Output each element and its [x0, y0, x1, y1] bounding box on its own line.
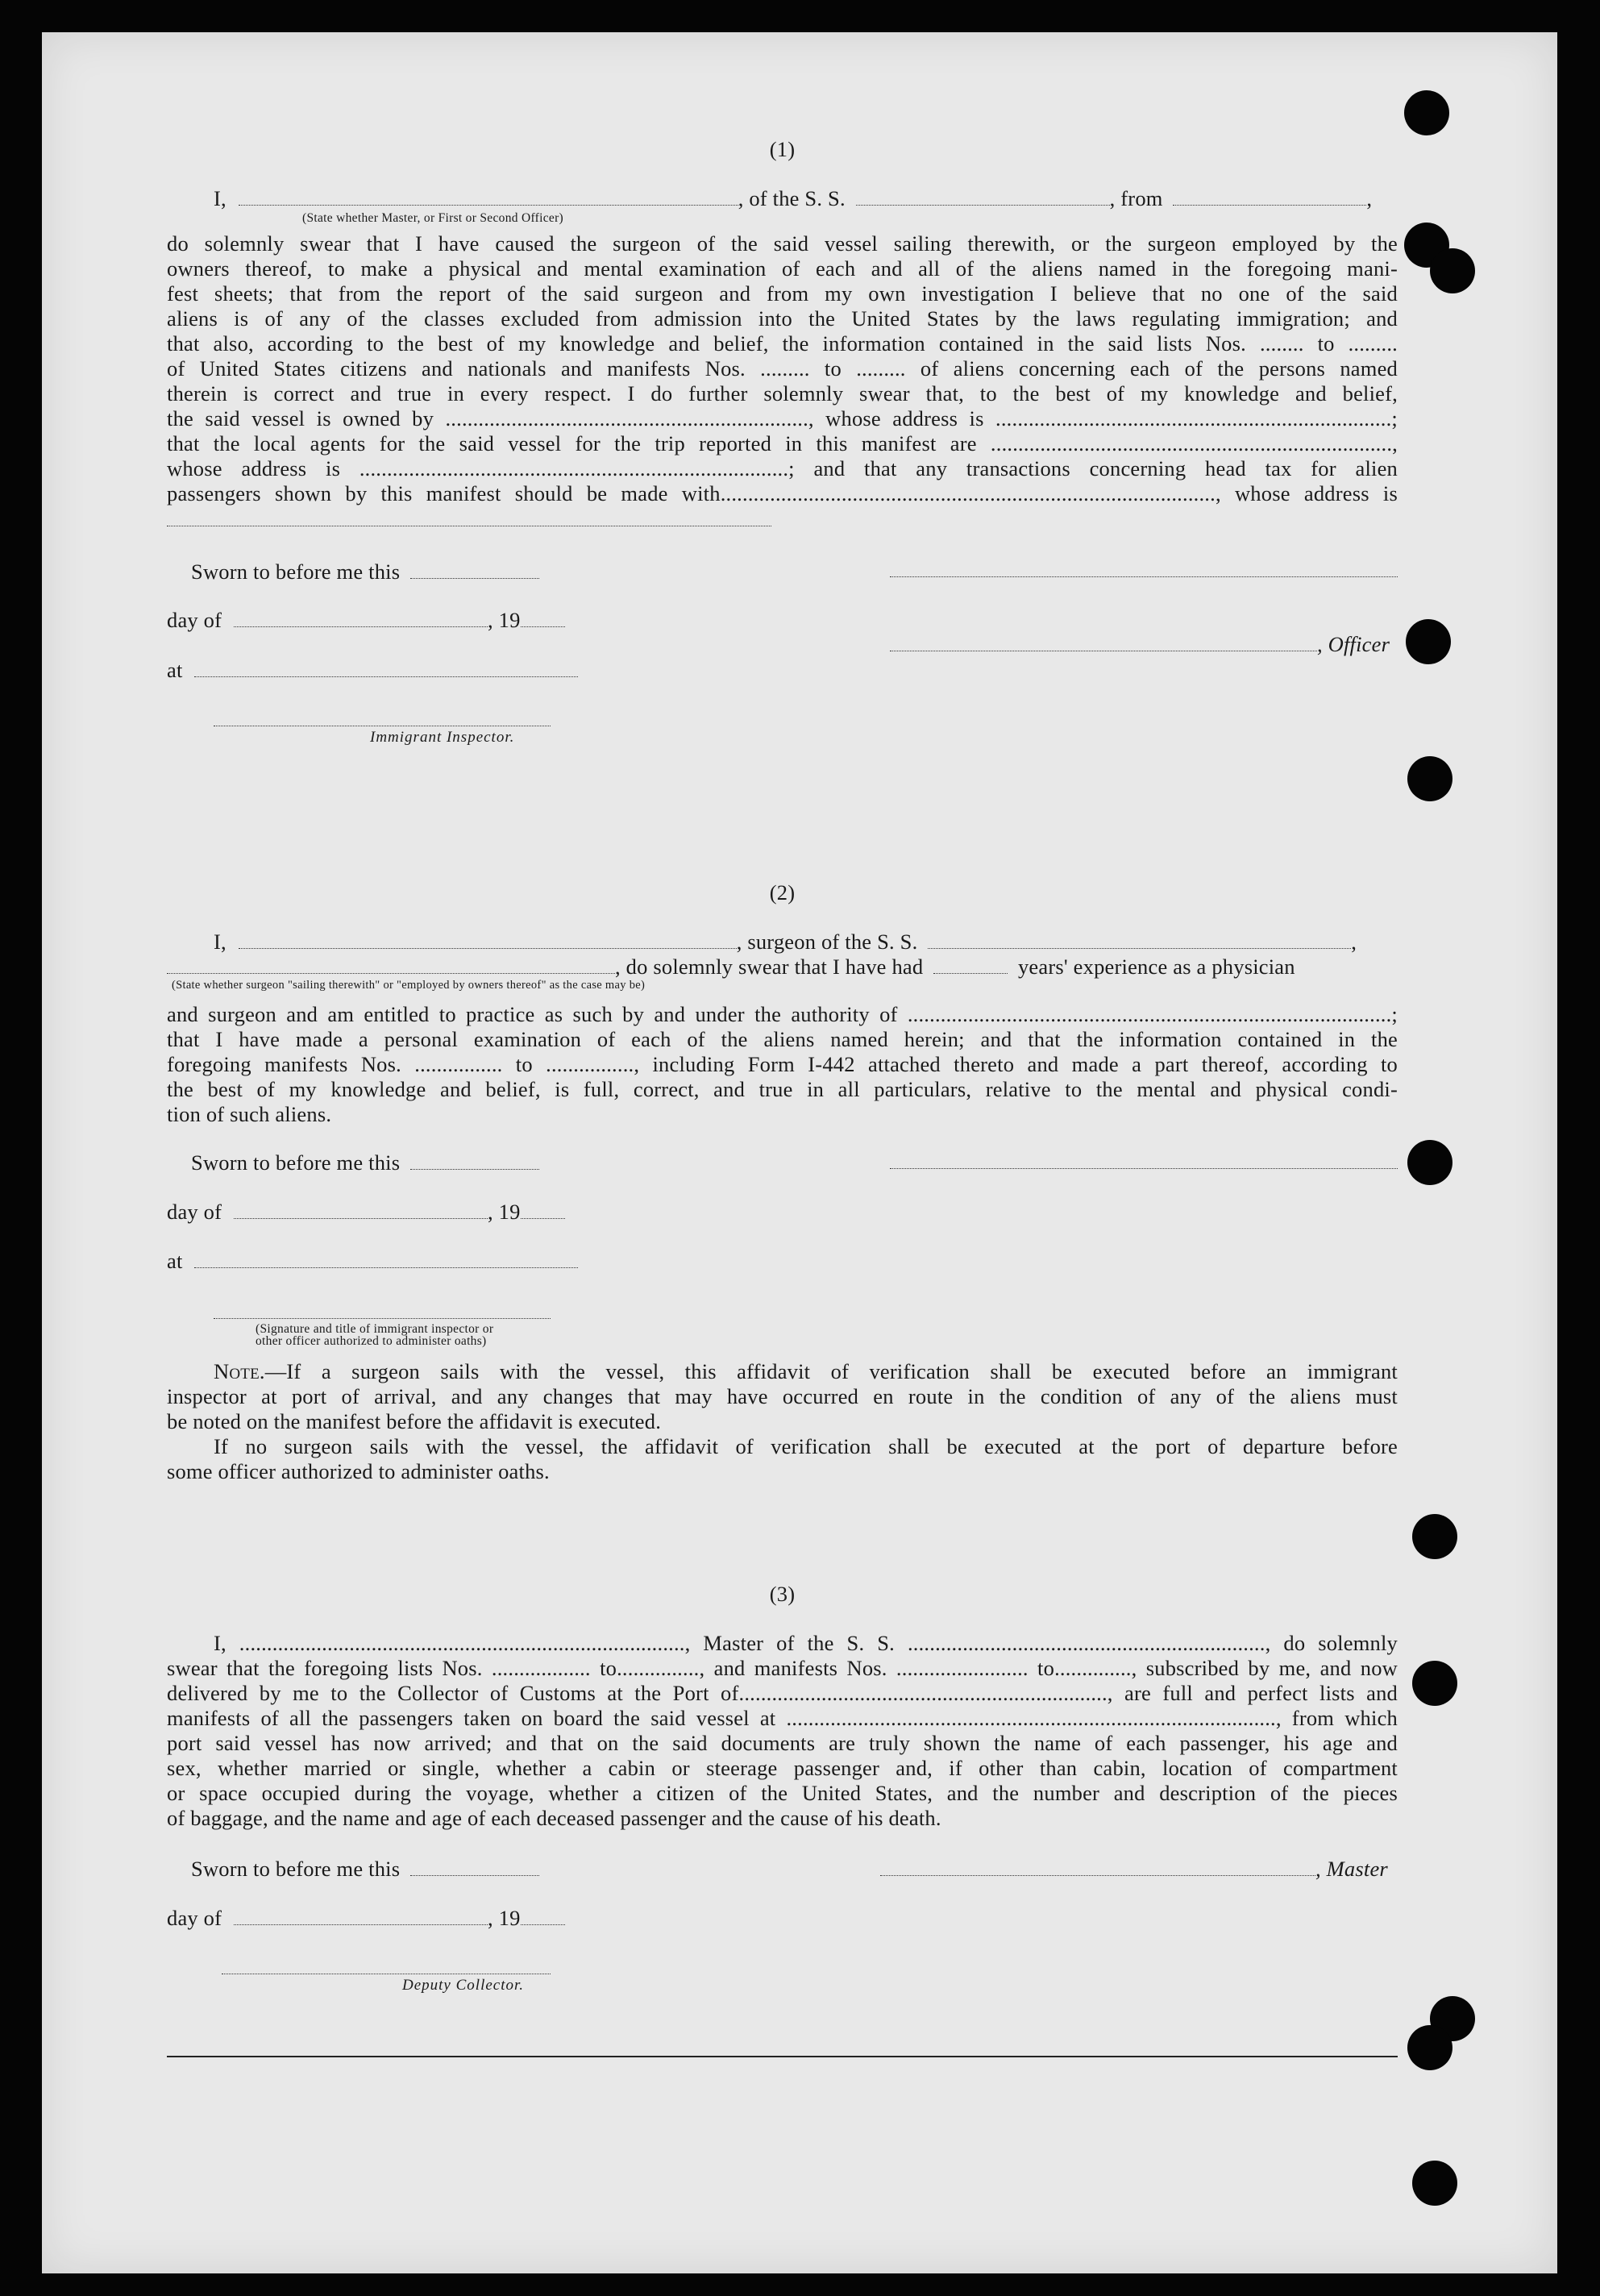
- s3-master-signature-field[interactable]: [880, 1859, 1315, 1876]
- note-line: some officer authorized to administer oaths.: [167, 1459, 550, 1483]
- s2-signature-hint-1: (Signature and title of immigrant inspector or: [256, 1322, 494, 1336]
- s3-day-field[interactable]: [234, 1908, 488, 1925]
- punch-hole: [1430, 248, 1475, 293]
- s1-body-line: do solemnly swear that I have caused the surgeon of the said vessel sailing therewith, or the surgeon employed by the: [167, 231, 1398, 256]
- vessel-name-field[interactable]: [856, 189, 1110, 206]
- s1-at-label: at: [167, 658, 183, 682]
- note-line-1: [167, 1359, 1398, 1384]
- s3-sworn-date-field[interactable]: [410, 1859, 539, 1876]
- s2-day-field[interactable]: [234, 1202, 488, 1219]
- s3-master-label: , Master: [1315, 1857, 1388, 1881]
- s3-sworn-row: [191, 1857, 539, 1882]
- s1-line-1: [214, 186, 1398, 211]
- s3-body-line: sex, whether married or single, whether a cabin or steerage passenger and, if other than cabin, location of compartment: [167, 1756, 1398, 1780]
- s3-day-row: [167, 1906, 565, 1931]
- s3-body-line: I, ................................................................................., Master of the S. S. ................................................................., do solemnly: [214, 1631, 1398, 1655]
- s2-swear-label: , do solemnly swear that I have had: [615, 955, 924, 979]
- s2-vessel-field[interactable]: [928, 932, 1351, 949]
- s3-day-label: day of: [167, 1906, 222, 1930]
- bottom-rule: [167, 2056, 1398, 2057]
- s1-day-field[interactable]: [234, 610, 488, 627]
- s1-at-row: [167, 658, 578, 683]
- s1-body-line: owners thereof, to make a physical and mental examination of each and all of the aliens named in the foregoing mani-: [167, 256, 1398, 281]
- s1-sworn-label: Sworn to before me this: [191, 559, 401, 584]
- section-1-number: (1): [769, 137, 796, 161]
- s1-body-line: that also, according to the best of my knowledge and belief, the information contained in the said lists Nos. ........ to .........: [167, 331, 1398, 356]
- s1-year-field[interactable]: [521, 610, 565, 627]
- s2-line-2: [167, 955, 1398, 980]
- s3-body-line: manifests of all the passengers taken on board the said vessel at ........................................................................................., from which: [167, 1706, 1398, 1730]
- punch-hole: [1412, 1514, 1457, 1559]
- s2-sworn-label: Sworn to before me this: [191, 1150, 401, 1175]
- s2-at-field[interactable]: [194, 1251, 578, 1268]
- s1-body-line: passengers shown by this manifest should be made with.........................................................................................., whose address is: [167, 481, 1398, 505]
- s1-inspector-label: Immigrant Inspector.: [370, 729, 515, 746]
- note-line: inspector at port of arrival, and any changes that may have occurred en route in the condition of any of the aliens must: [167, 1384, 1398, 1408]
- punch-hole: [1412, 1661, 1457, 1706]
- s1-body-line: the said vessel is owned by .................................................................., whose address is ........................................................................;: [167, 406, 1398, 430]
- s1-body-line: fest sheets; that from the report of the said surgeon and from my own investigation I believe that no one of the said: [167, 281, 1398, 306]
- s2-year-field[interactable]: [521, 1202, 565, 1219]
- port-from-field[interactable]: [1173, 189, 1366, 206]
- s1-sworn-date-field[interactable]: [410, 562, 539, 579]
- s1-vessel-label: , of the S. S.: [738, 186, 846, 210]
- s1-day-row: [167, 608, 565, 633]
- s2-sworn-row: [191, 1150, 539, 1175]
- punch-hole: [1406, 619, 1451, 664]
- s2-body-line: tion of such aliens.: [167, 1102, 332, 1126]
- surgeon-name-field[interactable]: [239, 932, 737, 949]
- s2-intro: I,: [214, 930, 226, 954]
- s2-year-label: , 19: [488, 1200, 521, 1224]
- s1-body-line: aliens is of any of the classes excluded from admission into the United States by the laws regulating immigration; and: [167, 306, 1398, 331]
- s1-body-line: that the local agents for the said vessel for the trip reported in this manifest are .........................................................................,: [167, 431, 1398, 455]
- s3-year-label: , 19: [488, 1906, 521, 1930]
- note-line: If no surgeon sails with the vessel, the affidavit of verification shall be executed at the port of departure before: [214, 1434, 1398, 1458]
- s2-vessel-label: , surgeon of the S. S.: [736, 930, 918, 954]
- s2-body-line: the best of my knowledge and belief, is full, correct, and true in all particulars, relative to the mental and physical condi-: [167, 1077, 1398, 1101]
- s1-body-line: whose address is ..............................................................................; and that any transactions concerning head tax for alien: [167, 456, 1398, 480]
- s3-body-line: of baggage, and the name and age of each deceased passenger and the cause of his death.: [167, 1806, 941, 1830]
- s2-sworn-date-field[interactable]: [410, 1153, 539, 1170]
- note-label: Note.: [214, 1359, 265, 1383]
- s1-officer-signature-line[interactable]: [890, 576, 1398, 577]
- s1-officer-row: [890, 632, 1398, 657]
- s1-body-line: of United States citizens and nationals and manifests Nos. ......... to ......... of aliens concerning each of the persons named: [167, 356, 1398, 381]
- punch-hole: [1404, 90, 1449, 135]
- s1-from-label: , from: [1109, 186, 1163, 210]
- s2-body-line: foregoing manifests Nos. ................ to ................, including Form I-442 attached thereto and made a part thereof, according to: [167, 1052, 1398, 1076]
- s2-signature-hint-2: other officer authorized to administer oaths): [256, 1334, 487, 1348]
- s2-day-label: day of: [167, 1200, 222, 1224]
- s2-at-label: at: [167, 1249, 183, 1273]
- note-text: —If a surgeon sails with the vessel, this affidavit of verification shall be executed before an immigrant: [264, 1359, 1398, 1383]
- s2-comma: ,: [1351, 930, 1357, 954]
- document-page: [42, 32, 1557, 2273]
- s3-body-line: swear that the foregoing lists Nos. .................. to..............., and manifests Nos. ........................ to.............., subscribed by me, and now: [167, 1656, 1398, 1680]
- s2-line-1: [214, 930, 1398, 955]
- s1-title-hint: (State whether Master, or First or Second Officer): [302, 211, 564, 225]
- punch-hole: [1412, 2161, 1457, 2206]
- s1-officer-label: , Officer: [1317, 632, 1390, 656]
- s3-body-line: delivered by me to the Collector of Customs at the Port of..................................................................., are full and perfect lists and: [167, 1681, 1398, 1705]
- s2-surgeon-signature-line[interactable]: [890, 1168, 1398, 1169]
- s2-body-line: that I have made a personal examination of each of the aliens named herein; and that the information contained in the: [167, 1027, 1398, 1051]
- s3-sworn-label: Sworn to before me this: [191, 1857, 401, 1881]
- s2-body-line: and surgeon and am entitled to practice as such by and under the authority of ........................................................................................;: [167, 1002, 1398, 1026]
- s3-master-row: [880, 1857, 1398, 1882]
- s2-experience-label: years' experience as a physician: [1017, 955, 1295, 979]
- punch-hole: [1407, 2025, 1452, 2070]
- s2-at-row: [167, 1249, 578, 1274]
- s2-day-row: [167, 1200, 565, 1225]
- punch-hole: [1407, 756, 1452, 801]
- s1-intro: I,: [214, 186, 226, 210]
- s1-officer-title-field[interactable]: [890, 634, 1317, 651]
- note-line: be noted on the manifest before the affidavit is executed.: [167, 1409, 662, 1433]
- years-experience-field[interactable]: [933, 957, 1008, 974]
- s1-body-line: therein is correct and true in every respect. I do further solemnly swear that, to the best of my knowledge and belief,: [167, 381, 1398, 406]
- s3-body-line: or space occupied during the voyage, whether a citizen of the United States, and the number and description of the pieces: [167, 1781, 1398, 1805]
- s1-day-label: day of: [167, 608, 222, 632]
- section-3-number: (3): [769, 1582, 796, 1606]
- officer-name-field[interactable]: [239, 189, 738, 206]
- s3-year-field[interactable]: [521, 1908, 565, 1925]
- s3-body-line: port said vessel has now arrived; and that on the said documents are truly shown the name of each passenger, his age and: [167, 1731, 1398, 1755]
- section-2-number: (2): [769, 880, 796, 905]
- s1-year-label: , 19: [488, 608, 521, 632]
- s3-collector-label: Deputy Collector.: [402, 1977, 525, 1994]
- s2-status-hint: (State whether surgeon "sailing therewith" or "employed by owners thereof" as the case may be): [172, 979, 646, 992]
- s1-sworn-row: [191, 559, 539, 584]
- s2-inspector-signature-line[interactable]: [214, 1318, 551, 1319]
- s1-comma: ,: [1366, 186, 1373, 210]
- surgeon-status-field[interactable]: [167, 957, 615, 974]
- s1-at-field[interactable]: [194, 660, 578, 677]
- punch-hole: [1407, 1140, 1452, 1185]
